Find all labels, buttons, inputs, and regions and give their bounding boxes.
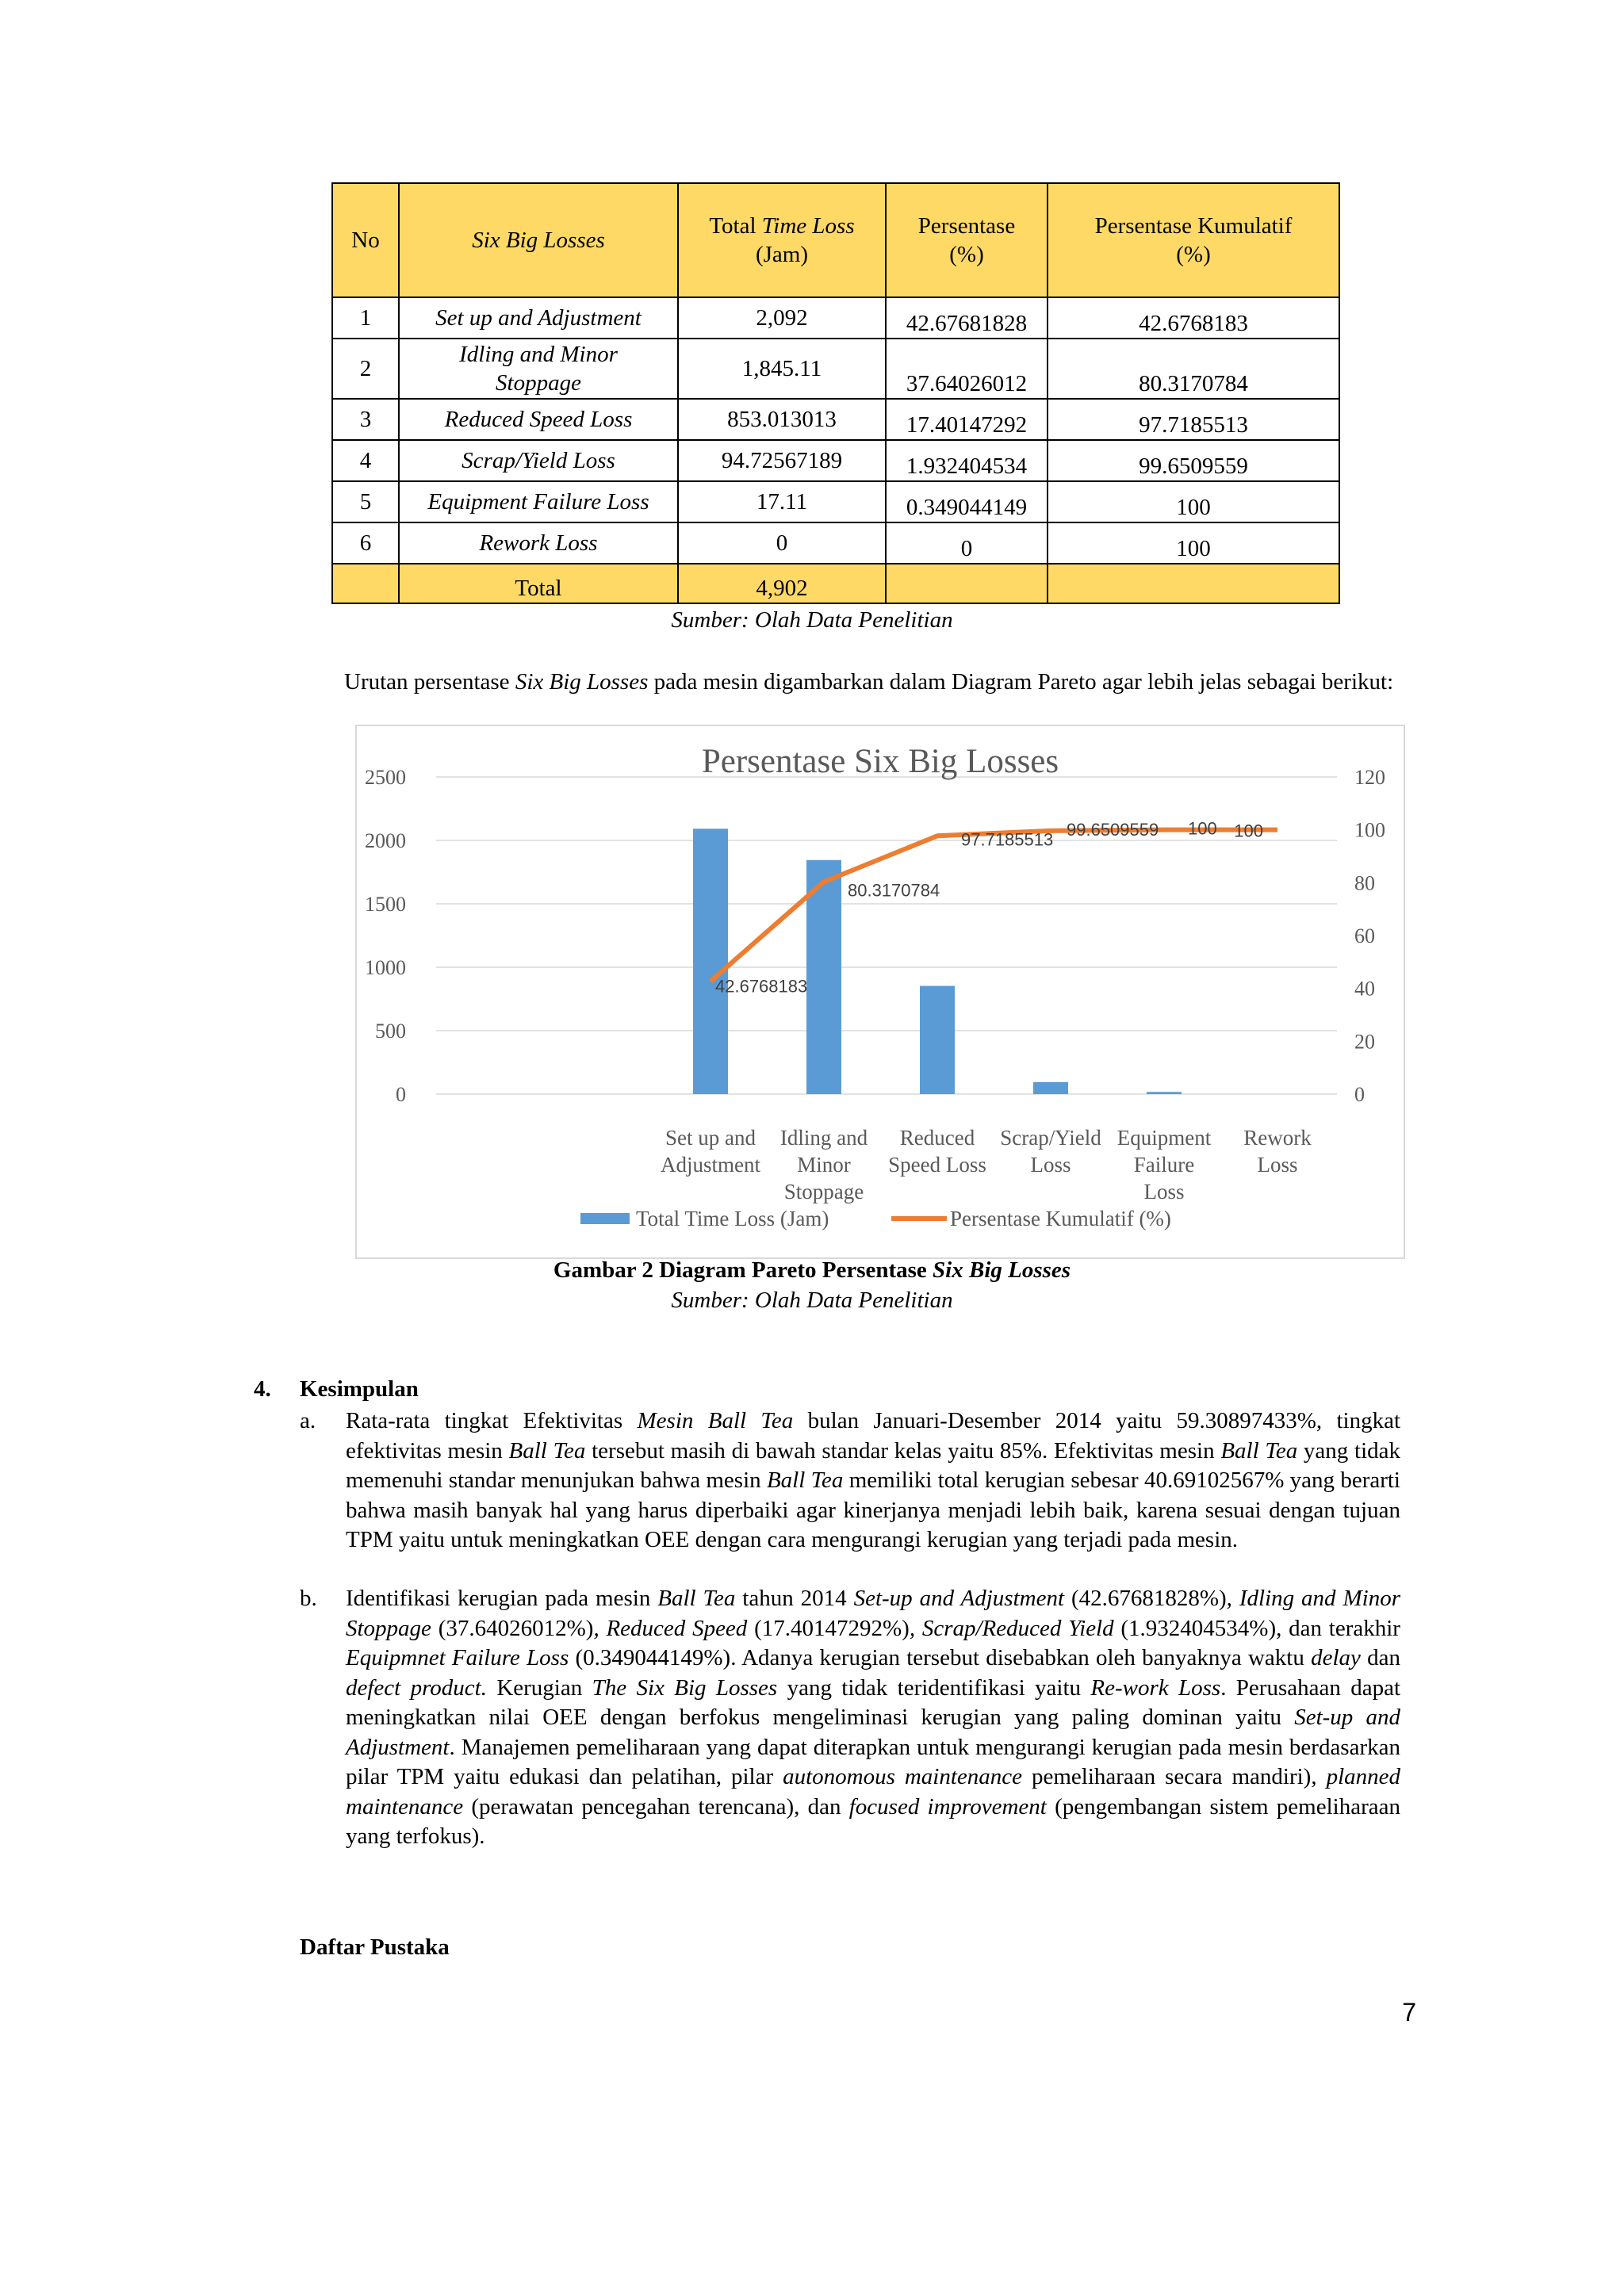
text-segment: memiliki total kerugian sebesar 40.69102567% yang berarti bahwa masih banyak hal yang harus diperbaiki agar kinerjanya menjadi lebih baik, karena sesuai dengan tujuan TPM yaitu untuk meningkatkan OEE dengan cara mengurangi kerugian yang terjadi pada mesin. <box>346 1468 1400 1552</box>
pareto-chart-svg <box>357 726 1404 1257</box>
header-cum-b: (%) <box>1176 242 1211 267</box>
cell-loss: Scrap/Yield Loss <box>399 440 678 481</box>
data-label: 42.6768183 <box>715 976 808 997</box>
y-left-tick-label: 1000 <box>365 956 406 979</box>
cell-no: 6 <box>332 522 399 564</box>
cell-total: 94.72567189 <box>678 440 886 481</box>
bar <box>693 828 728 1094</box>
cell-no: 3 <box>332 399 399 440</box>
cell-cum: 80.3170784 <box>1048 339 1339 399</box>
header-cum-a: Persentase Kumulatif <box>1094 213 1293 239</box>
cell-no: 2 <box>332 339 399 399</box>
header-total-c: (Jam) <box>755 242 809 267</box>
section-heading: Kesimpulan <box>300 1376 419 1402</box>
cell-loss: Reduced Speed Loss <box>399 399 678 440</box>
legend-label-bars: Total Time Loss (Jam) <box>636 1207 829 1230</box>
table-row <box>332 399 1339 440</box>
data-label: 100 <box>1234 821 1263 841</box>
text-segment: Re-work Loss <box>1090 1674 1221 1701</box>
table-header-row <box>332 183 1339 297</box>
cell-no: 1 <box>332 297 399 339</box>
table-row <box>332 297 1339 339</box>
x-tick-label: Equipment <box>1116 1126 1212 1150</box>
text-segment: , Idling and Minor Stoppage <box>346 1586 1400 1641</box>
text-segment: . Adanya kerugian tersebut disebabkan oleh banyaknya waktu <box>730 1645 1312 1670</box>
text-segment: focused improvement <box>848 1793 1047 1820</box>
text-segment: (pengembangan sistem pemeliharaan yang terfokus). <box>346 1793 1400 1849</box>
y-right-tick-label: 120 <box>1354 766 1385 789</box>
legend-swatch-bars <box>580 1213 630 1224</box>
header-pct-a: Persentase <box>917 213 1016 239</box>
header-loss: Six Big Losses <box>399 183 678 297</box>
six-big-losses-table <box>331 182 1340 604</box>
figure-caption <box>0 1257 1624 1284</box>
table-row <box>332 481 1339 522</box>
text-segment: pemeliharaan secara mandiri), <box>1022 1764 1327 1789</box>
text-segment: tahun 2014 <box>735 1586 854 1611</box>
x-tick-label: Scrap/Yield <box>1000 1126 1101 1150</box>
text-segment: Equipmnet Failure Loss <box>346 1645 569 1670</box>
page-number: 7 <box>1402 1998 1416 2026</box>
x-tick-label: Loss <box>1257 1153 1298 1177</box>
x-tick-label: Reduced <box>899 1126 975 1150</box>
cell-empty <box>886 564 1048 603</box>
y-right-tick-label: 80 <box>1354 871 1375 895</box>
chart-title: Persentase Six Big Losses <box>701 743 1059 780</box>
cell-total: 17.11 <box>678 481 886 522</box>
cell-pct: 0 <box>886 522 1048 564</box>
cell-cum: 100 <box>1048 522 1339 564</box>
text-segment: (0.349044149%) <box>569 1645 731 1670</box>
text-segment: Rata-rata tingkat Efektivitas <box>346 1408 638 1433</box>
x-tick-label: Failure <box>1133 1153 1195 1177</box>
bar <box>1147 1092 1182 1094</box>
intro-text-a: Urutan persentase <box>344 669 515 695</box>
cell-cum: 100 <box>1048 481 1339 522</box>
cell-cum: 42.6768183 <box>1048 297 1339 339</box>
cell-loss: Idling and Minor Stoppage <box>399 339 678 399</box>
data-label: 100 <box>1188 818 1217 839</box>
cell-loss: Equipment Failure Loss <box>399 481 678 522</box>
list-marker-a: a. <box>300 1408 316 1433</box>
figure-source: Sumber: Olah Data Penelitian <box>671 1288 953 1313</box>
text-segment: planned maintenance <box>346 1764 1400 1820</box>
references-heading: Daftar Pustaka <box>300 1934 450 1960</box>
pareto-chart <box>355 725 1405 1259</box>
text-segment: bulan Januari-Desember 2014 yaitu 59.30897433%, tingkat efektivitas mesin <box>346 1408 1401 1464</box>
cell-pct: 17.40147292 <box>886 399 1048 440</box>
text-segment: dan <box>1360 1645 1400 1670</box>
total-label: Total <box>399 564 678 603</box>
bar <box>920 986 955 1094</box>
text-segment: Kerugian <box>486 1674 592 1701</box>
text-segment: Set-up and Adjustment <box>853 1586 1065 1611</box>
text-segment: delay <box>1311 1645 1361 1670</box>
table-total-row <box>332 564 1339 603</box>
text-segment: The Six Big Losses <box>592 1674 778 1701</box>
cell-no: 4 <box>332 440 399 481</box>
header-pct <box>886 183 1048 297</box>
cell-total: 853.013013 <box>678 399 886 440</box>
x-tick-label: Idling and <box>779 1126 868 1150</box>
table-row <box>332 440 1339 481</box>
text-segment: Ball Tea <box>1220 1437 1298 1464</box>
header-total-b: Time Loss <box>761 213 855 239</box>
text-segment: Ball Tea <box>657 1586 736 1611</box>
intro-text-b: Six Big Losses <box>515 669 649 695</box>
header-cum <box>1048 183 1339 297</box>
y-left-tick-label: 1500 <box>365 893 406 916</box>
figure-caption-a: Gambar 2 Diagram Pareto Persentase <box>553 1257 933 1283</box>
cell-pct: 42.67681828 <box>886 297 1048 339</box>
text-segment: , Scrap/Reduced Yield <box>909 1615 1114 1641</box>
cell-pct: 1.932404534 <box>886 440 1048 481</box>
text-segment: Ball Tea <box>766 1468 844 1493</box>
cell-loss: Set up and Adjustment <box>399 297 678 339</box>
cell-empty <box>332 564 399 603</box>
figure-caption-b: Six Big Losses <box>933 1257 1071 1283</box>
x-tick-label: Stoppage <box>783 1180 864 1203</box>
text-segment: , Reduced Speed <box>593 1615 748 1641</box>
list-marker-b: b. <box>300 1586 317 1611</box>
x-tick-label: Set up and <box>665 1126 756 1150</box>
text-segment: (37.64026012%) <box>431 1615 594 1641</box>
cell-cum: 99.6509559 <box>1048 440 1339 481</box>
x-tick-label: Speed Loss <box>888 1153 986 1177</box>
y-right-tick-label: 100 <box>1354 818 1385 842</box>
y-right-tick-label: 0 <box>1354 1083 1365 1106</box>
cell-total: 0 <box>678 522 886 564</box>
x-tick-label: Loss <box>1030 1153 1071 1177</box>
data-label: 80.3170784 <box>848 880 940 901</box>
y-left-tick-label: 2500 <box>365 766 406 789</box>
cell-loss: Rework Loss <box>399 522 678 564</box>
y-right-tick-label: 60 <box>1354 924 1375 947</box>
text-segment: Identifikasi kerugian pada mesin <box>346 1586 658 1611</box>
text-segment: defect product. <box>346 1674 487 1701</box>
cell-empty <box>1048 564 1339 603</box>
x-tick-label: Loss <box>1143 1180 1185 1203</box>
x-tick-label: Adjustment <box>661 1153 760 1177</box>
text-segment: tersebut masih di bawah standar kelas yaitu 85%. Efektivitas mesin <box>585 1437 1221 1464</box>
y-left-tick-label: 2000 <box>365 829 406 852</box>
text-segment: Mesin Ball Tea <box>637 1408 794 1433</box>
text-segment: Ball Tea <box>508 1437 586 1464</box>
header-no: No <box>332 183 399 297</box>
text-segment: (perawatan pencegahan terencana), dan <box>463 1793 849 1820</box>
text-segment: . Perusahaan dapat meningkatkan nilai OEE dengan berfokus mengeliminasi kerugian yang paling dominan yaitu <box>346 1674 1401 1730</box>
cell-pct: 0.349044149 <box>886 481 1048 522</box>
table-source: Sumber: Olah Data Penelitian <box>671 607 953 633</box>
bar <box>1033 1082 1068 1094</box>
y-left-tick-label: 500 <box>375 1020 406 1043</box>
list-text-a <box>346 1406 1400 1556</box>
y-left-tick-label: 0 <box>396 1083 406 1106</box>
intro-text-d: berikut: <box>1321 669 1394 695</box>
cell-total: 2,092 <box>678 297 886 339</box>
legend-label-line: Persentase Kumulatif (%) <box>950 1207 1171 1230</box>
total-value: 4,902 <box>678 564 886 603</box>
cell-no: 5 <box>332 481 399 522</box>
text-segment: . Manajemen pemeliharaan yang dapat diterapkan untuk mengurangi kerugian pada mesin berdasarkan pilar TPM yaitu edukasi dan pelatihan, pilar <box>346 1734 1400 1789</box>
data-label: 99.6509559 <box>1067 819 1159 840</box>
cell-pct: 37.64026012 <box>886 339 1048 399</box>
section-number: 4. <box>254 1376 271 1402</box>
cumulative-line <box>710 830 1277 982</box>
table-row <box>332 339 1339 399</box>
text-segment: , dan terakhir <box>1276 1615 1400 1641</box>
text-segment: yang tidak memenuhi standar menunjukan bahwa mesin <box>346 1437 1401 1493</box>
x-tick-label: Minor <box>797 1153 851 1177</box>
text-segment: (17.40147292%) <box>747 1615 910 1641</box>
header-total-a: Total <box>709 213 762 239</box>
data-label: 97.7185513 <box>961 829 1054 850</box>
cell-total: 1,845.11 <box>678 339 886 399</box>
text-segment: (1.932404534%) <box>1113 1615 1277 1641</box>
text-segment: yang tidak teridentifikasi yaitu <box>777 1674 1091 1701</box>
header-total <box>678 183 886 297</box>
text-segment: (42.67681828%) <box>1064 1586 1227 1611</box>
intro-paragraph <box>300 668 1418 697</box>
table-row <box>332 522 1339 564</box>
list-text-b <box>346 1584 1400 1852</box>
intro-text-c: pada mesin digambarkan dalam Diagram Pareto agar lebih jelas sebagai <box>648 669 1316 695</box>
header-pct-b: (%) <box>949 242 984 267</box>
cell-cum: 97.7185513 <box>1048 399 1339 440</box>
text-segment: autonomous maintenance <box>783 1764 1022 1789</box>
y-right-tick-label: 40 <box>1354 977 1375 1001</box>
x-tick-label: Rework <box>1243 1126 1312 1150</box>
text-segment: Set-up and Adjustment <box>346 1705 1400 1760</box>
y-right-tick-label: 20 <box>1354 1030 1375 1054</box>
